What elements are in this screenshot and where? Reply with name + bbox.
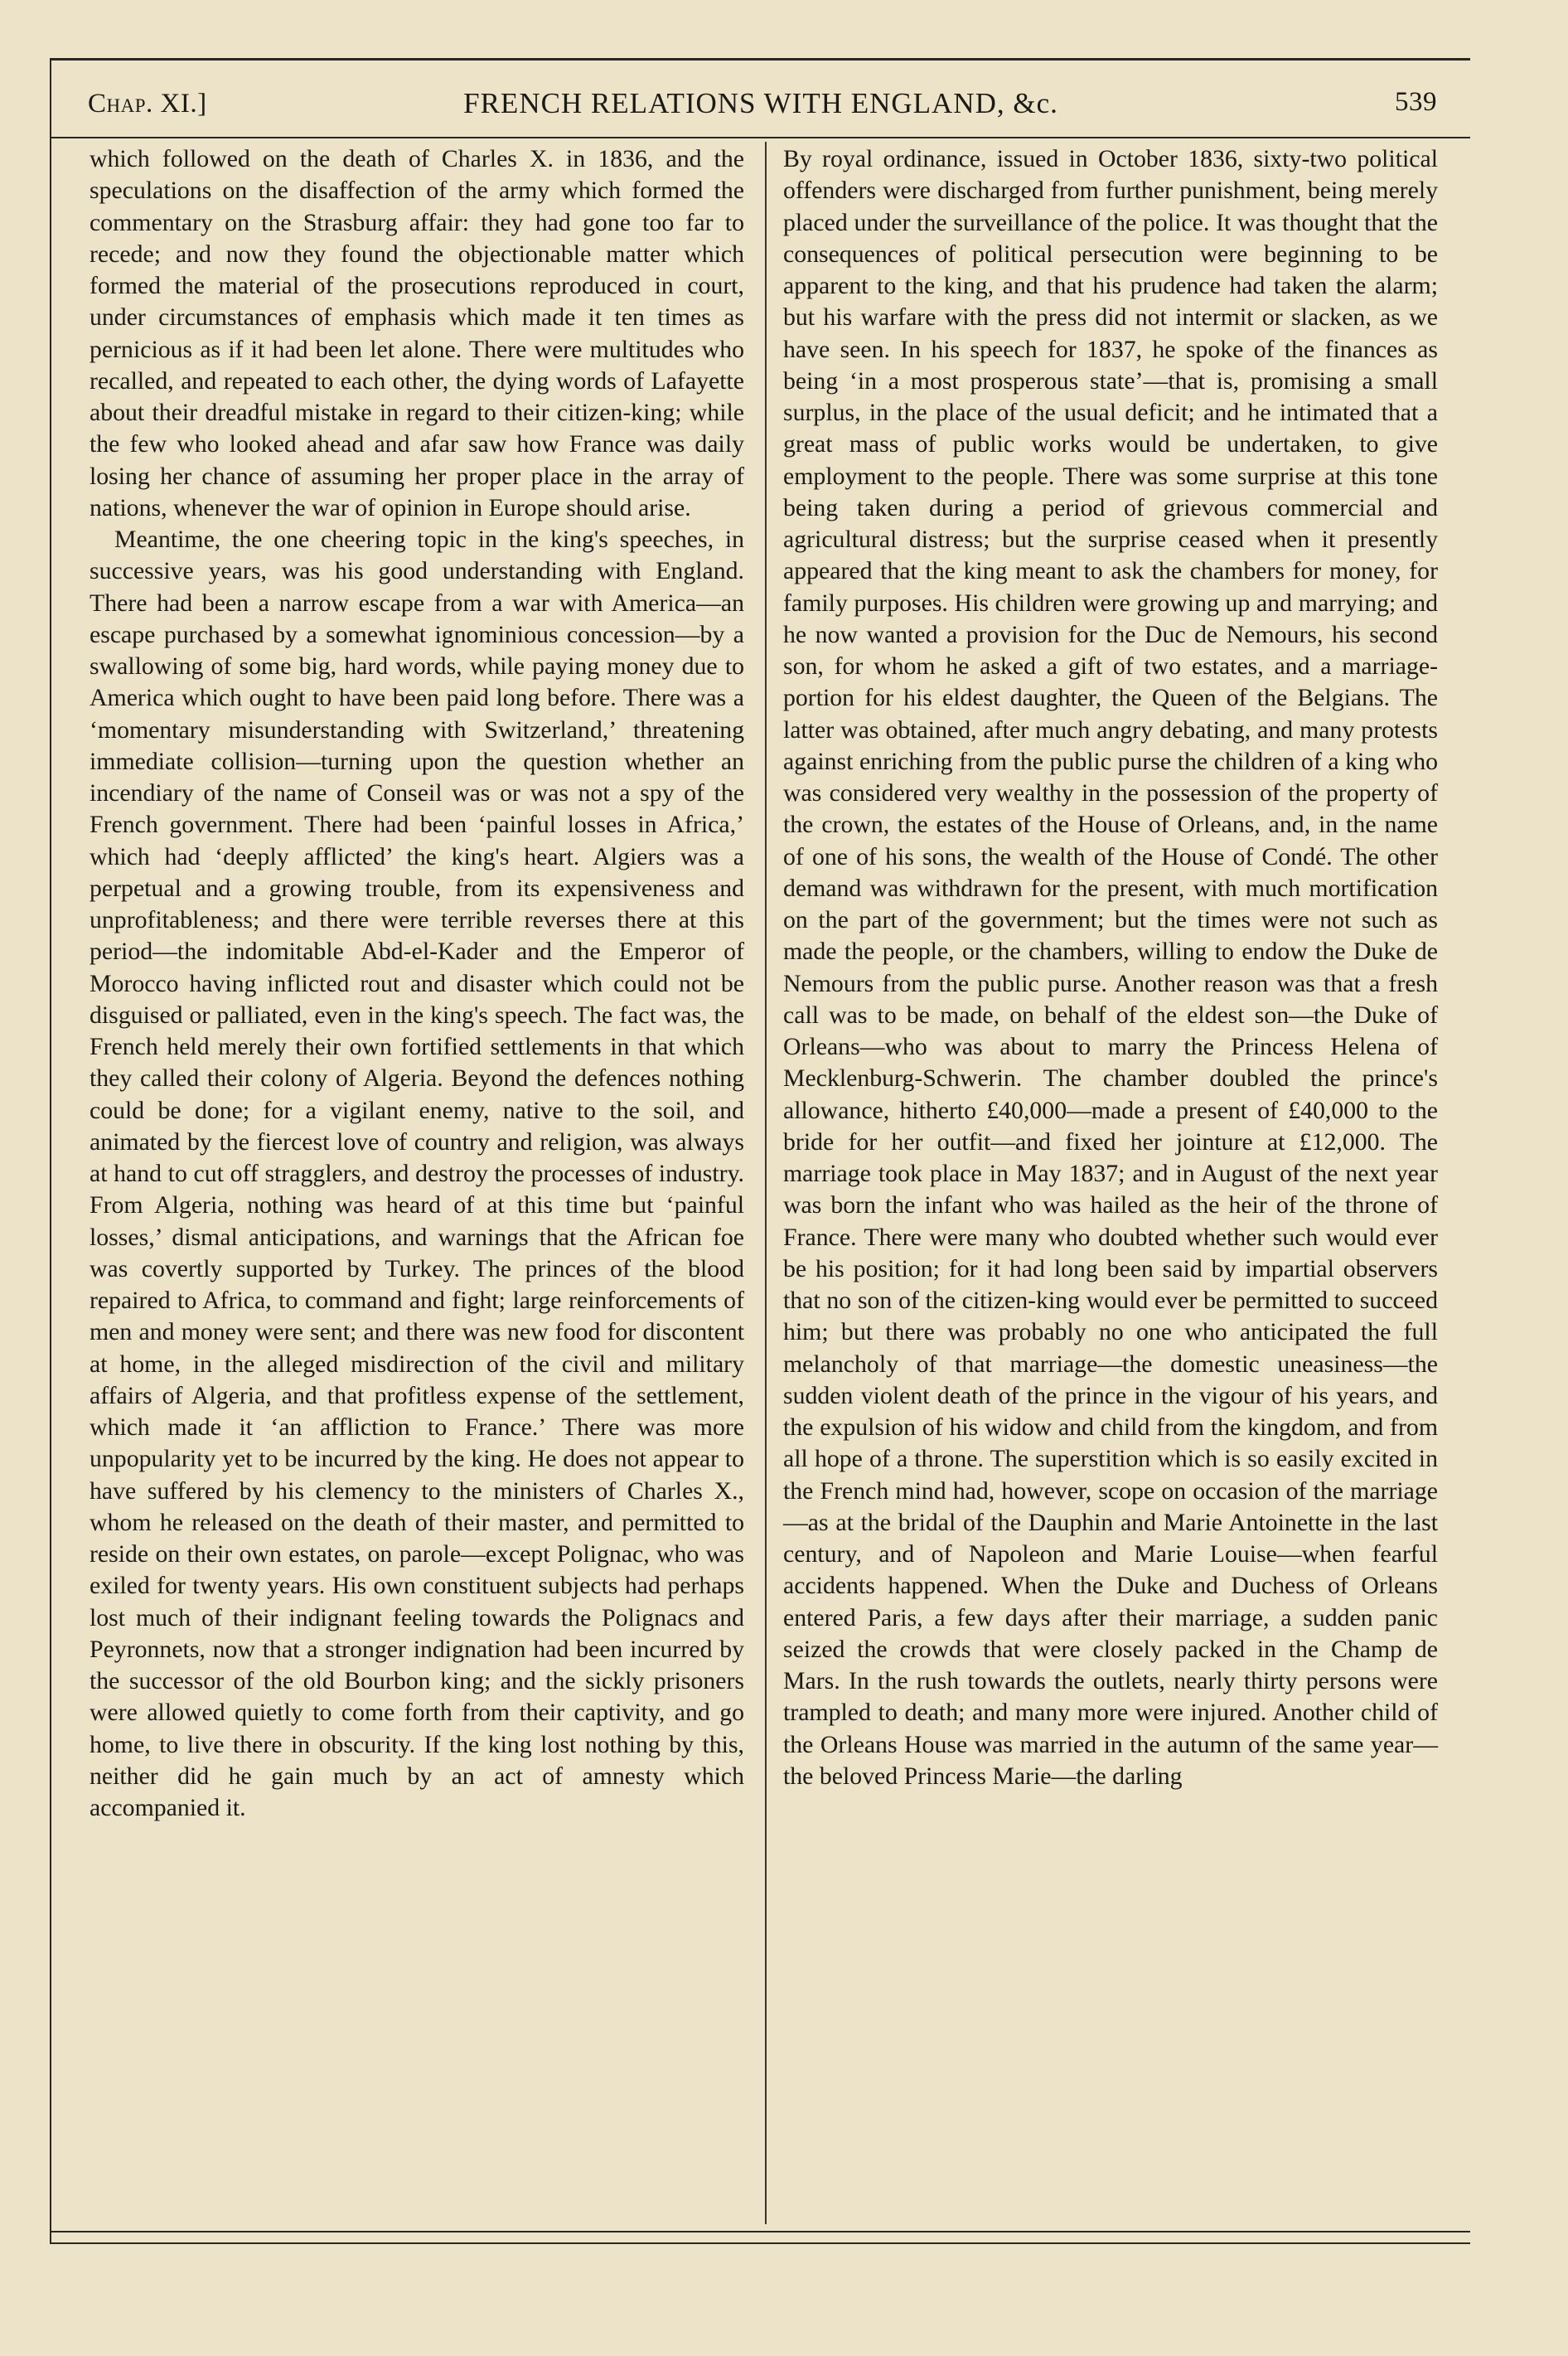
footer-rule [51,2231,1470,2232]
right-column [783,143,1438,1792]
running-header [51,61,1470,138]
left-column [90,143,744,1824]
page-number: 539 [1395,87,1437,117]
paragraph: which followed on the death of Charles X. in 1836, and the speculations on the disaffection of the army which formed the commentary on the Strasburg affair: they had gone too far to recede; and now they found the objectionable matter which formed the material of the prosecutions reproduced in court, under circumstances of emphasis which made it ten times as pernicious as if it had been let alone. There were multitudes who recalled, and repeated to each other, the dying words of Lafayette about their dreadful mistake in regard to their citizen-king; while the few who looked ahead and afar saw how France was daily losing her chance of assuming her proper place in the array of nations, whenever the war of opinion in Europe should arise. [90,145,744,521]
column-divider [765,142,767,2224]
page-frame [50,58,1470,2244]
paragraph: Meantime, the one cheering topic in the king's speeches, in successive years, was his good understanding with England. There had been a narrow escape from a war with America—an escape purchased by a somewhat ignominious concession—by a swallowing of some big, hard words, while paying money due to America which ought to have been paid long before. There was a ‘momentary misunderstanding with Switzerland,’ threatening immediate collision—turning upon the question whether an incendiary of the name of Conseil was or was not a spy of the French government. There had been ‘painful losses in Africa,’ which had ‘deeply afflicted’ the king's heart. Algiers was a perpetual and a growing trouble, from its expensiveness and unprofitableness; and there were terrible reverses there at this period—the indomitable Abd-el-Kader and the Emperor of Morocco having inflicted rout and disaster which could not be disguised or palliated, even in the king's speech. The fact was, the French held merely their own fortified settlements in that which they called their colony of Algeria. Beyond the defences nothing could be done; for a vigilant enemy, native to the soil, and animated by the fiercest love of country and religion, was always at hand to cut off stragglers, and destroy the processes of industry. From Algeria, nothing was heard of at this time but ‘painful losses,’ dismal anticipations, and warnings that the African foe was covertly supported by Turkey. The princes of the blood repaired to Africa, to command and fight; large reinforcements of men and money were sent; and there was new food for discontent at home, in the alleged misdirection of the civil and military affairs of Algeria, and that profitless expense of the settlement, which made it ‘an affliction to France.’ There was more unpopularity yet to be incurred by the king. He does not appear to have suffered by his clemency to the ministers of Charles X., whom he released on the death of their master, and permitted to reside on their own estates, on parole—except Polignac, who was exiled for twenty years. His own constituent subjects had perhaps lost much of their indignant feeling towards the Polignacs and Peyronnets, now that a stronger indignation had been incurred by the successor of the old Bourbon king; and the sickly prisoners were allowed quietly to come forth from their captivity, and go home, to live there in obscurity. If the king lost nothing by this, neither did he gain much by an act of amnesty which accompanied it. [90,526,744,1821]
page-title: FRENCH RELATIONS WITH ENGLAND, &c. [463,87,1058,119]
paragraph: By royal ordinance, issued in October 1836, sixty-two political offenders were discharged from further punishment, being merely placed under the surveillance of the police. It was thought that the consequences of political persecution were beginning to be apparent to the king, and that his prudence had taken the alarm; but his warfare with the press did not intermit or slacken, as we have seen. In his speech for 1837, he spoke of the finances as being ‘in a most prosperous state’—that is, promising a small surplus, in the place of the usual deficit; and he intimated that a great mass of public works would be undertaken, to give employment to the people. There was some surprise at this tone being taken during a period of grievous commercial and agricultural distress; but the surprise ceased when it presently appeared that the king meant to ask the chambers for money, for family purposes. His children were growing up and marrying; and he now wanted a provision for the Duc de Nemours, his second son, for whom he asked a gift of two estates, and a marriage-portion for his eldest daughter, the Queen of the Belgians. The latter was obtained, after much angry debating, and many protests against enriching from the public purse the children of a king who was considered very wealthy in the possession of the property of the crown, the estates of the House of Orleans, and, in the name of one of his sons, the wealth of the House of Condé. The other demand was withdrawn for the present, with much mortification on the part of the government; but the times were not such as made the people, or the chambers, willing to endow the Duke de Nemours from the public purse. Another reason was that a fresh call was to be made, on behalf of the eldest son—the Duke of Orleans—who was about to marry the Princess Helena of Mecklenburg-Schwerin. The chamber doubled the prince's allowance, hitherto £40,000—made a present of £40,000 to the bride for her outfit—and fixed her jointure at £12,000. The marriage took place in May 1837; and in August of the next year was born the infant who was hailed as the heir of the throne of France. There were many who doubted whether such would ever be his position; for it had long been said by impartial observers that no son of the citizen-king would ever be permitted to succeed him; but there was probably no one who anticipated the full melancholy of that marriage—the domestic uneasiness—the sudden violent death of the prince in the vigour of his years, and the expulsion of his widow and child from the kingdom, and from all hope of a throne. The superstition which is so easily excited in the French mind had, however, scope on occasion of the marriage—as at the bridal of the Dauphin and Marie Antoinette in the last century, and of Napoleon and Marie Louise—when fearful accidents happened. When the Duke and Duchess of Orleans entered Paris, a few days after their marriage, a sudden panic seized the crowds that were closely packed in the Champ de Mars. In the rush towards the outlets, nearly thirty persons were trampled to death; and many more were injured. Another child of the Orleans House was married in the autumn of the same year—the beloved Princess Marie—the darling [783,145,1438,1790]
chapter-label: Chap. XI.] [88,89,207,119]
